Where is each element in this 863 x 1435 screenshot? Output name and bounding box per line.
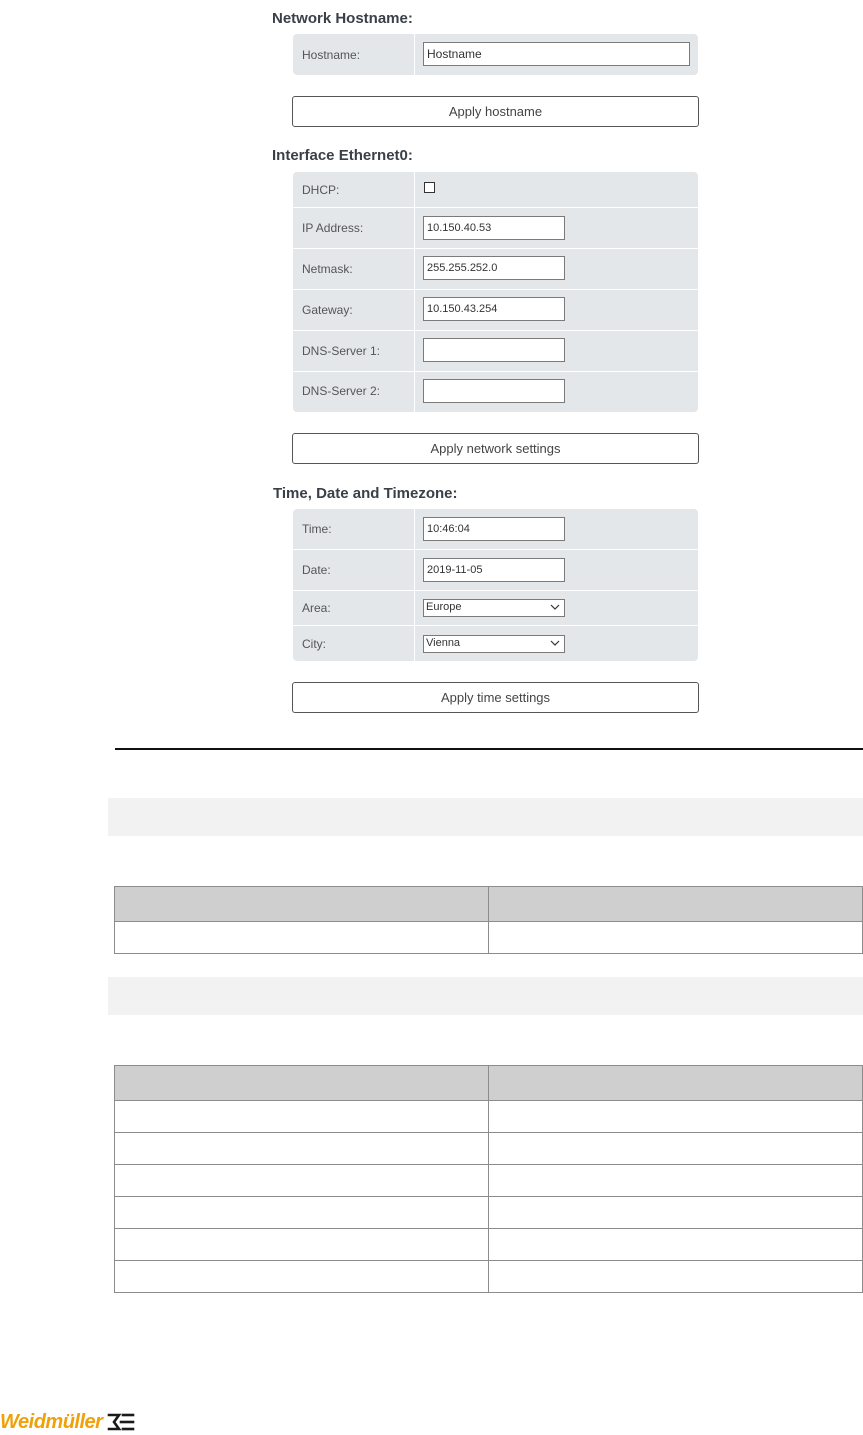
row-separator — [414, 172, 415, 207]
dns-server-1-label: DNS-Server 1: — [302, 344, 381, 358]
row-separator — [414, 626, 415, 661]
row-separator — [414, 591, 415, 625]
table-cell — [489, 1229, 863, 1261]
gateway-row — [293, 290, 698, 331]
time-label: Time: — [302, 522, 332, 536]
area-label: Area: — [302, 601, 331, 615]
dhcp-row — [293, 172, 698, 208]
city-label: City: — [302, 637, 326, 651]
apply-hostname-button[interactable]: Apply hostname — [292, 96, 699, 127]
area-select[interactable] — [423, 599, 565, 617]
row-separator — [414, 509, 415, 549]
dns-server-1-input[interactable] — [423, 338, 565, 362]
dhcp-checkbox[interactable] — [424, 182, 435, 193]
table-cell — [115, 1197, 489, 1229]
row-separator — [414, 372, 415, 412]
row-separator — [414, 550, 415, 590]
table-header-cell — [115, 887, 489, 922]
dns-server-2-input[interactable] — [423, 379, 565, 403]
table-cell — [489, 1165, 863, 1197]
dns-server-2-row — [293, 372, 698, 412]
dns-server-1-row — [293, 331, 698, 372]
ip-address-label: IP Address: — [302, 221, 364, 235]
table-row — [115, 1261, 863, 1293]
table-cell — [489, 1101, 863, 1133]
ethernet-section-title: Interface Ethernet0: — [272, 147, 413, 164]
date-row — [293, 550, 698, 591]
info-table-2 — [114, 1065, 863, 1293]
apply-time-settings-button[interactable]: Apply time settings — [292, 682, 699, 713]
table-cell — [489, 1261, 863, 1293]
table-header-cell — [489, 887, 863, 922]
table-cell — [489, 922, 863, 954]
row-separator — [414, 34, 415, 75]
dhcp-label: DHCP: — [302, 183, 340, 197]
table-row — [115, 1197, 863, 1229]
hostname-row — [293, 34, 698, 75]
gateway-label: Gateway: — [302, 303, 353, 317]
ip-address-input[interactable] — [423, 216, 565, 240]
netmask-row — [293, 249, 698, 290]
hostname-label: Hostname: — [302, 48, 361, 62]
table-cell — [115, 1133, 489, 1165]
row-separator — [414, 331, 415, 371]
area-select-value: Europe — [426, 601, 462, 613]
weidmuller-logo — [0, 1409, 136, 1435]
section-header-bar — [108, 798, 863, 836]
ethernet-panel — [293, 172, 698, 412]
chevron-down-icon — [550, 638, 560, 648]
table-cell — [115, 922, 489, 954]
table-cell — [115, 1101, 489, 1133]
info-table-1 — [114, 886, 863, 954]
section-header-bar — [108, 977, 863, 1015]
weidmuller-mark-icon — [106, 1412, 136, 1432]
ip-address-row — [293, 208, 698, 249]
area-row — [293, 591, 698, 626]
date-label: Date: — [302, 563, 331, 577]
row-separator — [414, 208, 415, 248]
logo-wordmark: Weidmüller — [0, 1410, 103, 1433]
chevron-down-icon — [550, 602, 560, 612]
city-select-value: Vienna — [426, 637, 461, 649]
row-separator — [414, 249, 415, 289]
time-panel — [293, 509, 698, 661]
city-select[interactable] — [423, 635, 565, 653]
netmask-label: Netmask: — [302, 262, 353, 276]
date-input[interactable] — [423, 558, 565, 582]
table-row — [115, 922, 863, 954]
table-cell — [115, 1165, 489, 1197]
table-header-cell — [115, 1066, 489, 1101]
row-separator — [414, 290, 415, 330]
dns-server-2-label: DNS-Server 2: — [302, 384, 381, 398]
table-cell — [489, 1197, 863, 1229]
table-header-row — [115, 1066, 863, 1101]
table-cell — [115, 1261, 489, 1293]
table-header-cell — [489, 1066, 863, 1101]
table-cell — [489, 1133, 863, 1165]
time-section-title: Time, Date and Timezone: — [273, 485, 458, 502]
table-row — [115, 1133, 863, 1165]
horizontal-divider — [115, 748, 863, 750]
hostname-section-title: Network Hostname: — [272, 10, 413, 27]
city-row — [293, 626, 698, 661]
hostname-input[interactable] — [423, 42, 690, 66]
table-row — [115, 1229, 863, 1261]
table-cell — [115, 1229, 489, 1261]
time-input[interactable] — [423, 517, 565, 541]
gateway-input[interactable] — [423, 297, 565, 321]
apply-network-settings-button[interactable]: Apply network settings — [292, 433, 699, 464]
hostname-panel — [293, 34, 698, 75]
netmask-input[interactable] — [423, 256, 565, 280]
time-row — [293, 509, 698, 550]
table-row — [115, 1165, 863, 1197]
table-row — [115, 1101, 863, 1133]
table-header-row — [115, 887, 863, 922]
